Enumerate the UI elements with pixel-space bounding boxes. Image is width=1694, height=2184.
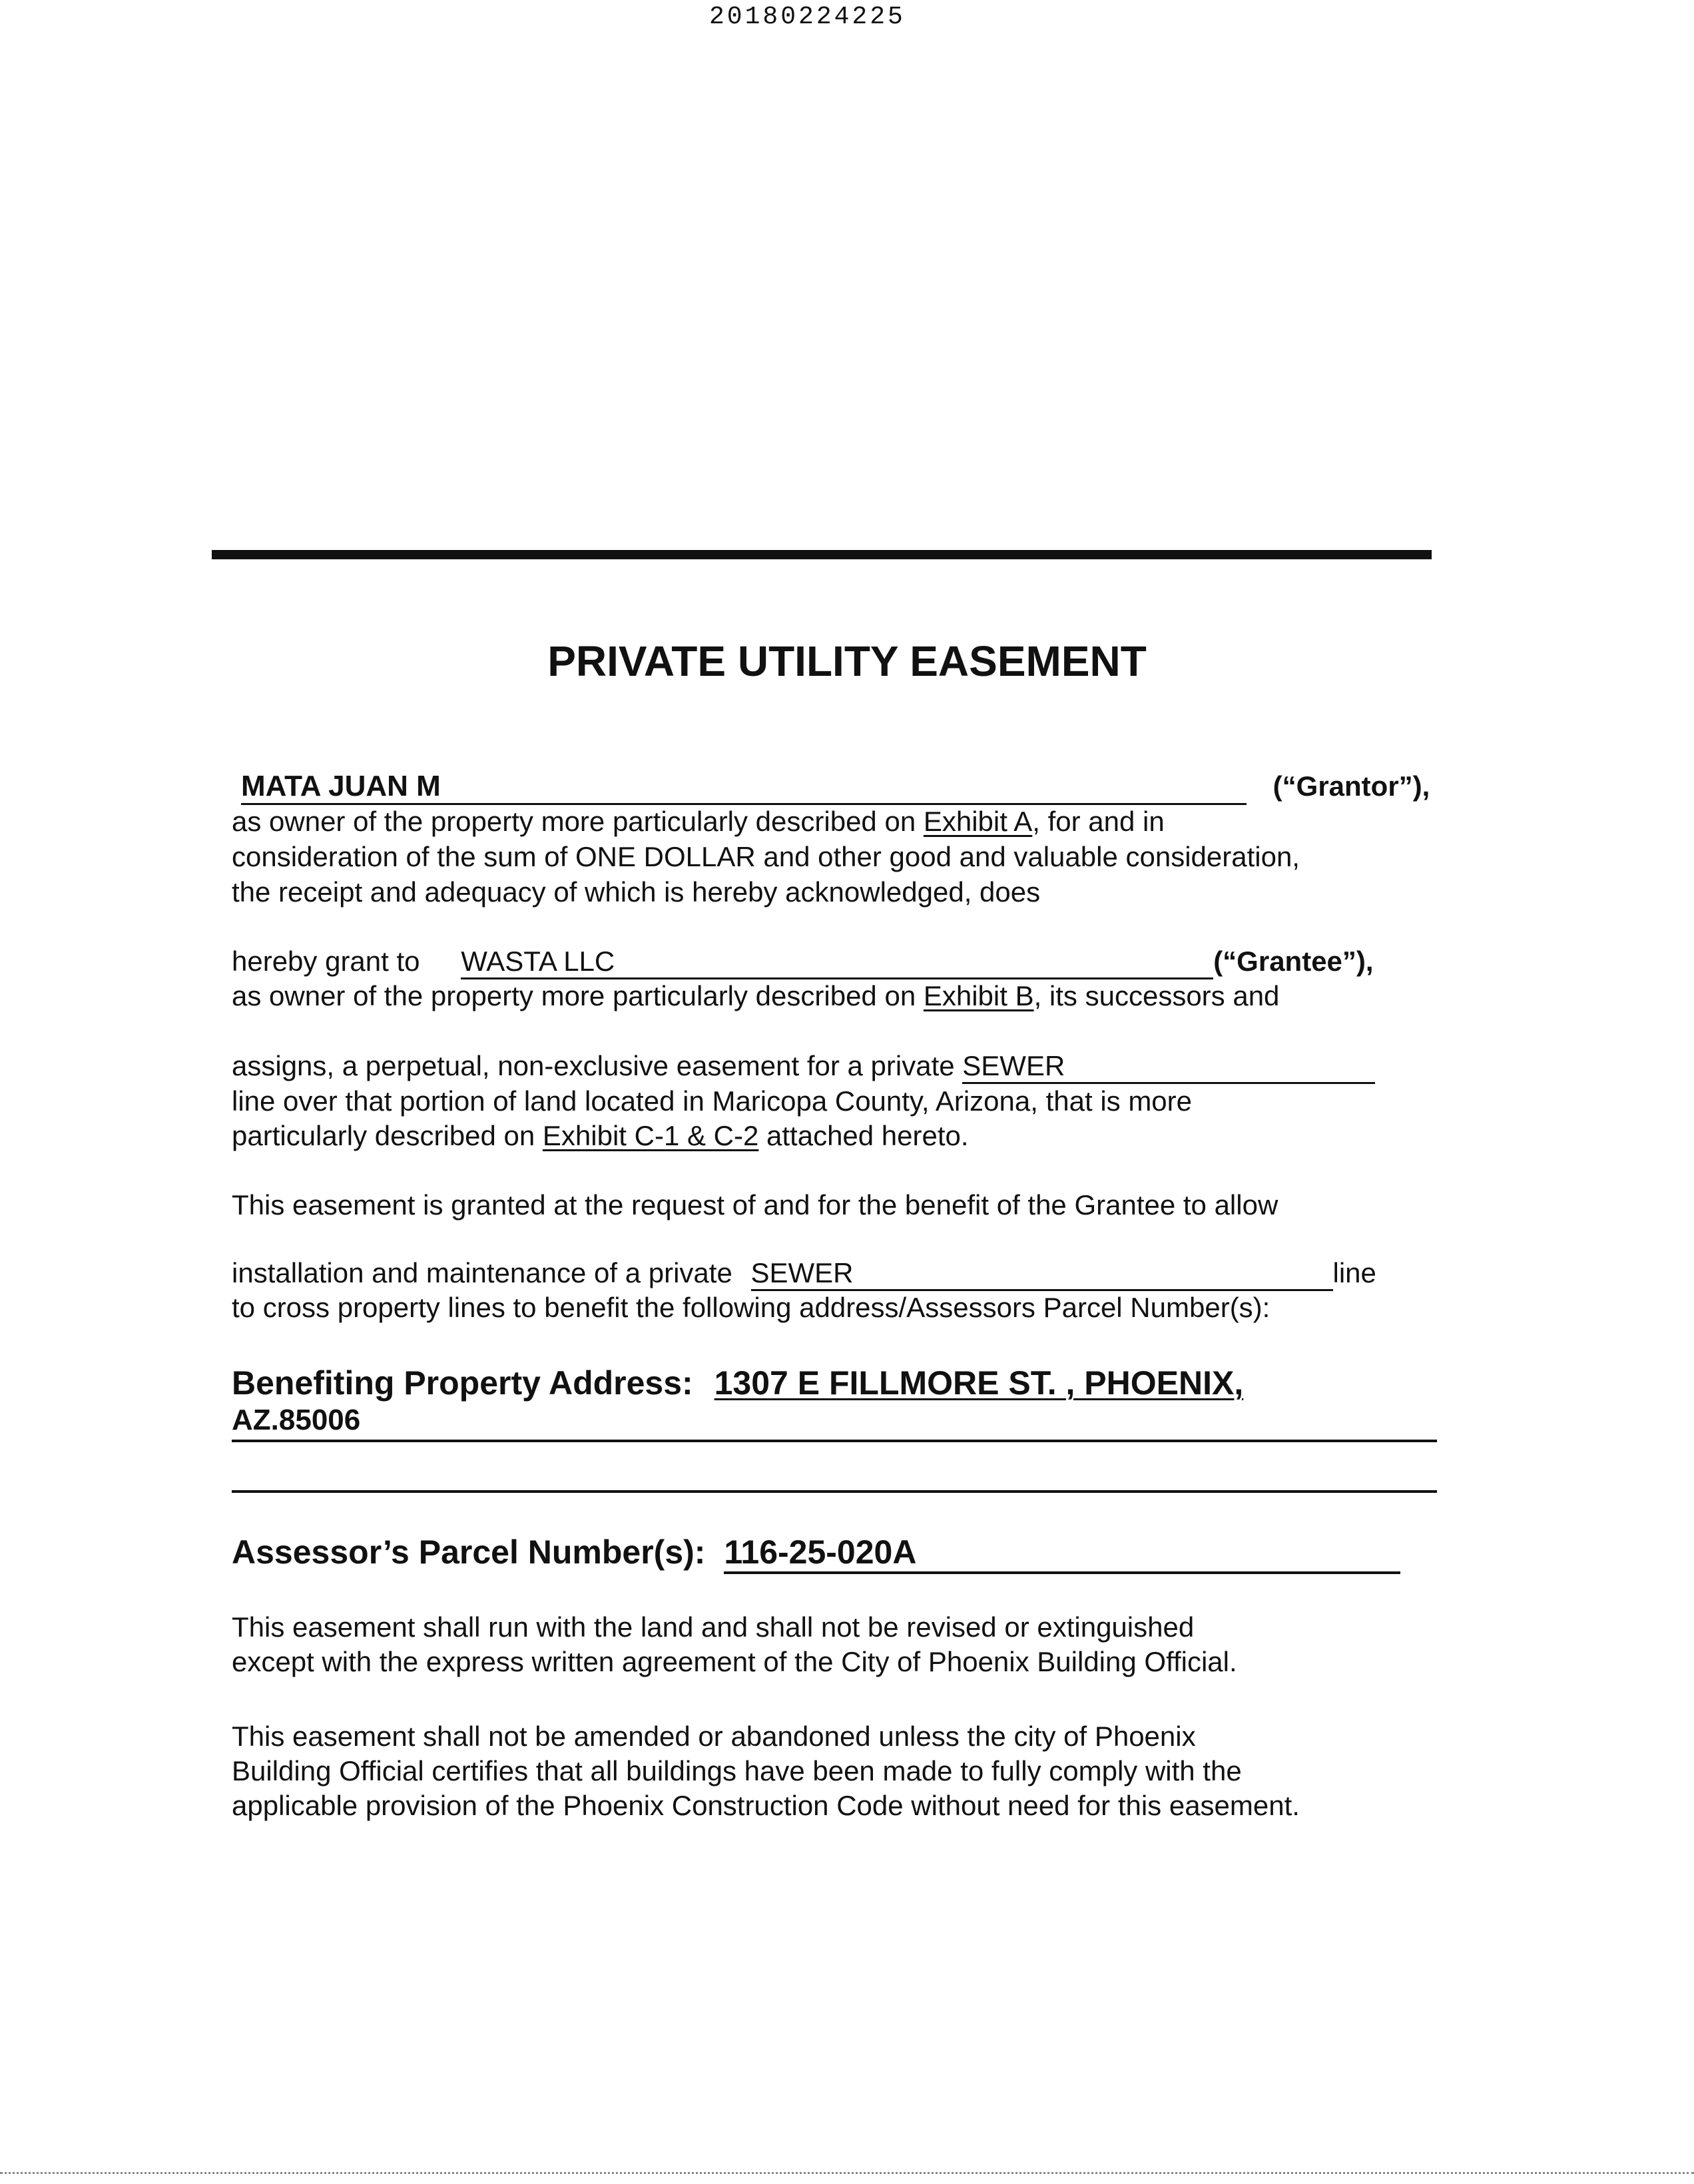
address-rule-2	[232, 1490, 1437, 1493]
grantee-name: WASTA LLC	[461, 946, 1213, 979]
benefiting-address-line1: 1307 E FILLMORE ST. , PHOENIX,	[714, 1364, 1244, 1402]
benefiting-address-line2: AZ.85006	[232, 1404, 361, 1436]
purpose-utility: SEWER	[751, 1257, 1333, 1291]
run-with-land-line1: This easement shall run with the land and shall not be revised or extinguished	[232, 1611, 1195, 1643]
recording-number: 20180224225	[709, 3, 906, 31]
cross-property-line: to cross property lines to benefit the following address/Assessors Parcel Number(s):	[232, 1292, 1270, 1323]
benefiting-address-label: Benefiting Property Address:	[232, 1364, 693, 1402]
exhibit-a-ref: Exhibit A	[923, 806, 1033, 837]
county-line: line over that portion of land located in Maricopa County, Arizona, that is more	[232, 1085, 1193, 1117]
installation-line: installation and maintenance of a private SEWER line	[232, 1257, 1376, 1291]
run-with-land-line2: except with the express written agreement of the City of Phoenix Building Official.	[232, 1646, 1237, 1677]
grantor-owner-line: as owner of the property more particularly described on Exhibit A, for and in	[232, 806, 1165, 837]
header-rule	[212, 550, 1432, 559]
purpose-line: This easement is granted at the request of and for the benefit of the Grantee to allow	[232, 1189, 1278, 1221]
grantee-role: (“Grantee”),	[1213, 946, 1374, 977]
easement-utility: SEWER	[962, 1050, 1375, 1084]
acknowledged-line: the receipt and adequacy of which is hereby acknowledged, does	[232, 876, 1041, 908]
exhibit-c-line: particularly described on Exhibit C-1 & C-2 attached hereto.	[232, 1120, 969, 1151]
address-rule-1	[232, 1440, 1437, 1442]
consideration-line: consideration of the sum of ONE DOLLAR and other good and valuable consideration,	[232, 841, 1300, 872]
exhibit-c-ref: Exhibit C-1 & C-2	[542, 1120, 759, 1151]
page-bottom-border	[0, 2172, 1694, 2174]
grantor-role: (“Grantor”),	[1272, 770, 1430, 802]
amendment-line3: applicable provision of the Phoenix Construction Code without need for this easement.	[232, 1790, 1300, 1821]
document-title: PRIVATE UTILITY EASEMENT	[547, 637, 1147, 685]
assessor-parcel-number: 116-25-020A	[724, 1533, 1400, 1574]
benefiting-address-row	[232, 1364, 1243, 1402]
grantee-line: hereby grant to WASTA LLC (“Grantee”),	[232, 946, 1374, 979]
grantor-name: MATA JUAN M	[241, 770, 1247, 805]
easement-line: assigns, a perpetual, non-exclusive easement for a private SEWER	[232, 1050, 1375, 1084]
assessor-label: Assessor’s Parcel Number(s):	[232, 1533, 706, 1571]
grantor-line	[241, 770, 1430, 805]
assessor-row	[232, 1533, 1400, 1574]
exhibit-b-ref: Exhibit B	[923, 980, 1034, 1011]
grantee-owner-line: as owner of the property more particularly described on Exhibit B, its successors and	[232, 980, 1280, 1011]
amendment-line1: This easement shall not be amended or abandoned unless the city of Phoenix	[232, 1721, 1196, 1752]
amendment-line2: Building Official certifies that all buildings have been made to fully comply with the	[232, 1755, 1242, 1786]
